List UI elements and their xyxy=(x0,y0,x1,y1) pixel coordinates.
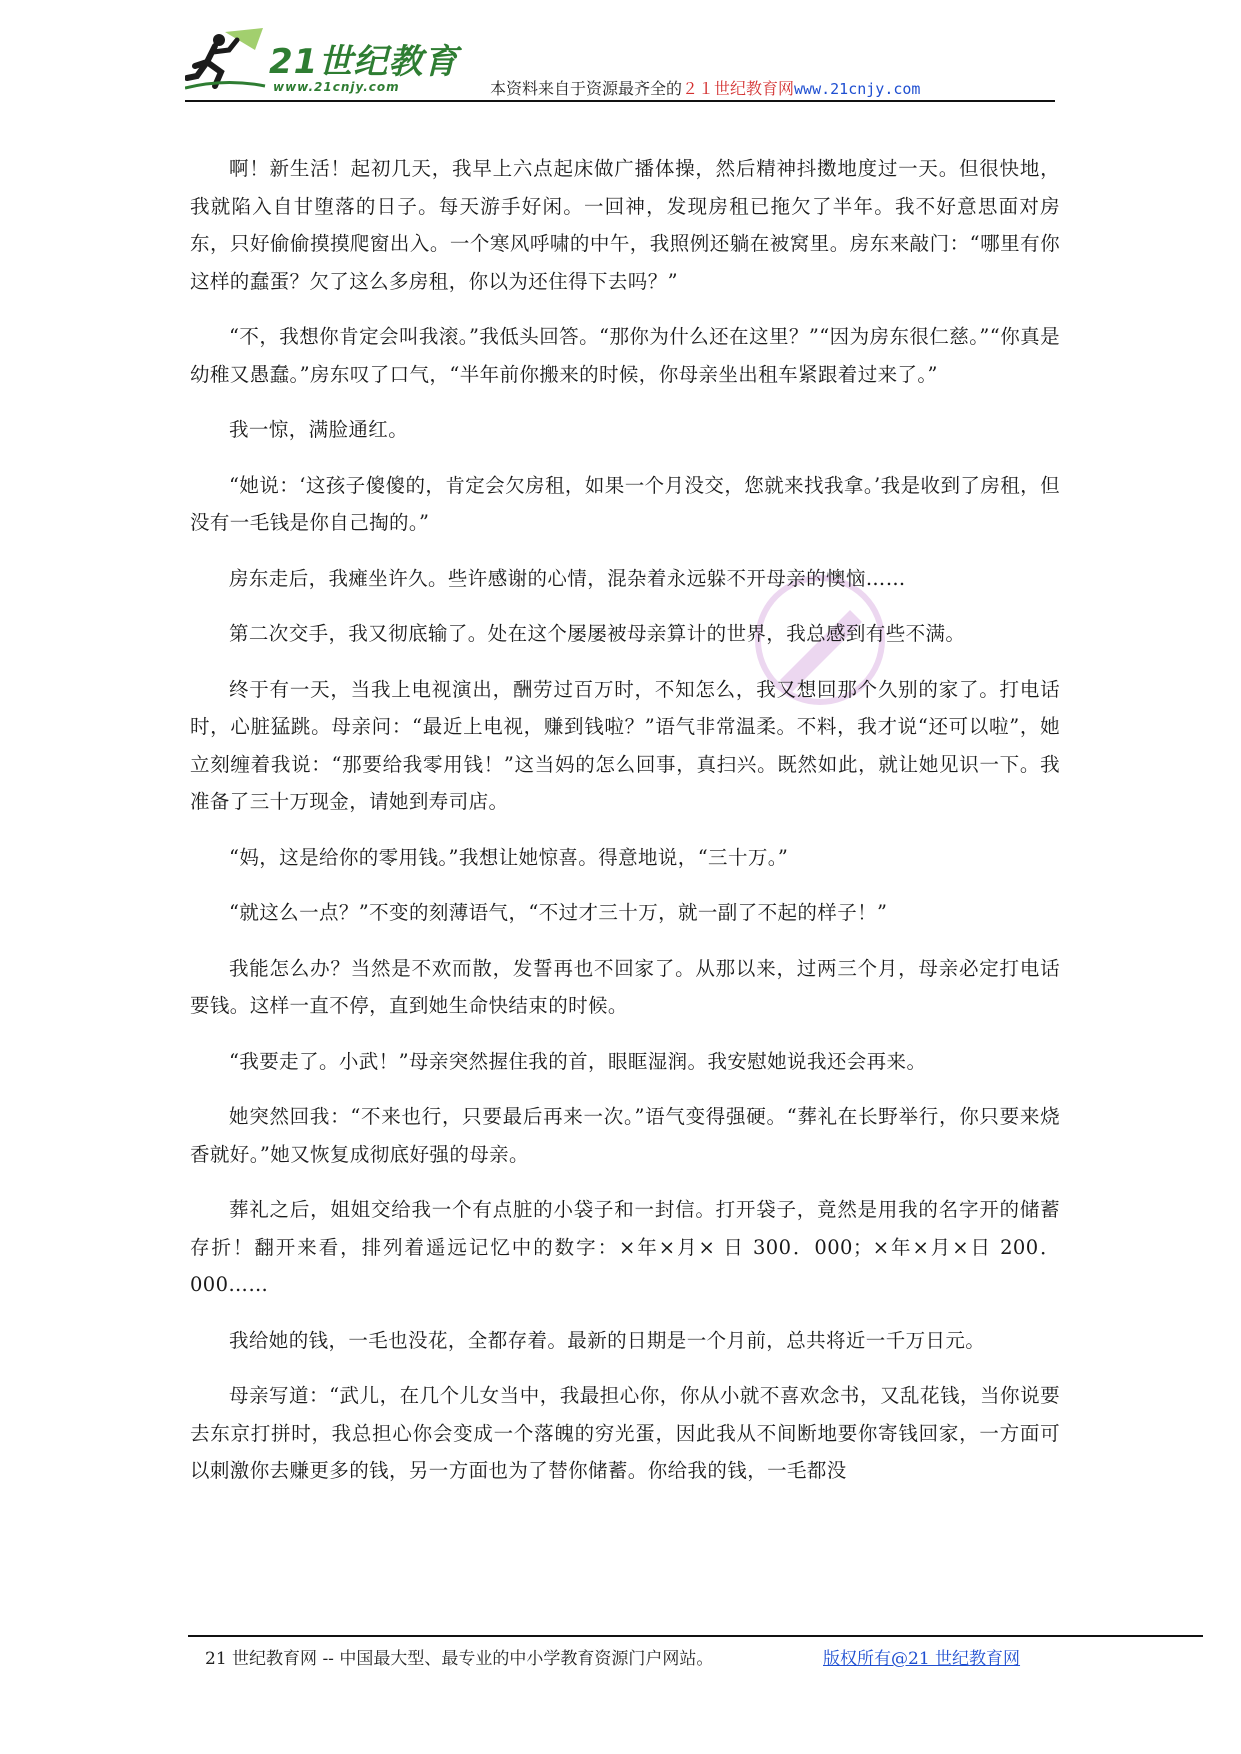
header-site-name[interactable]: ２１世纪教育网 xyxy=(682,79,795,98)
page-header xyxy=(185,28,1055,104)
logo-url: www.21cnjy.com xyxy=(273,80,400,94)
site-logo[interactable] xyxy=(185,28,465,100)
footer-divider xyxy=(188,1635,1203,1637)
paragraph: 终于有一天，当我上电视演出，酬劳过百万时，不知怎么，我又想回那个久别的家了。打电话时，心脏猛跳。母亲问：“最近上电视，赚到钱啦？”语气非常温柔。不料，我才说“还可以啦”，她立刻缠着我说：“那要给我零用钱！”这当妈的怎么回事，真扫兴。既然如此，就让她见识一下。我准备了三十万现金，请她到寿司店。 xyxy=(190,677,1060,813)
paragraph: 房东走后，我瘫坐许久。些许感谢的心情，混杂着永远躲不开母亲的懊恼…… xyxy=(229,566,906,590)
paragraph: 母亲写道：“武儿，在几个儿女当中，我最担心你，你从小就不喜欢念书，又乱花钱，当你说要去东京打拼时，我总担心你会变成一个落魄的穷光蛋，因此我从不间断地要你寄钱回家，一方面可以刺激你去赚更多的钱，另一方面也为了替你储蓄。你给我的钱，一毛都没 xyxy=(190,1384,1060,1482)
paragraph: “不，我想你肯定会叫我滚。”我低头回答。“那你为什么还在这里？”“因为房东很仁慈。”“你真是幼稚又愚蠢。”房东叹了口气，“半年前你搬来的时候，你母亲坐出租车紧跟着过来了。” xyxy=(190,325,1060,386)
paragraph: 我给她的钱，一毛也没花，全都存着。最新的日期是一个月前，总共将近一千万日元。 xyxy=(229,1328,986,1352)
footer-text: 21 世纪教育网 -- 中国最大型、最专业的中小学教育资源门户网站。 xyxy=(205,1649,714,1669)
paragraph: “我要走了。小武！”母亲突然握住我的首，眼眶湿润。我安慰她说我还会再来。 xyxy=(229,1049,927,1073)
footer-copyright-link[interactable]: 版权所有@21 世纪教育网 xyxy=(823,1649,1021,1669)
header-note-prefix: 本资料来自于资源最齐全的 xyxy=(490,79,683,98)
paragraph: 第二次交手，我又彻底输了。处在这个屡屡被母亲算计的世界，我总感到有些不满。 xyxy=(229,622,966,645)
paragraph: “妈，这是给你的零用钱。”我想让她惊喜。得意地说，“三十万。” xyxy=(229,845,789,869)
paragraph: 啊！新生活！起初几天，我早上六点起床做广播体操，然后精神抖擞地度过一天。但很快地，我就陷入自甘堕落的日子。每天游手好闲。一回神，发现房租已拖欠了半年。我不好意思面对房东，只好偷偷摸摸爬窗出入。一个寒风呼啸的中午，我照例还躺在被窝里。房东来敲门：“哪里有你这样的蠢蛋？欠了这么多房租，你以为还住得下去吗？” xyxy=(190,157,1060,293)
paragraph: “就这么一点？”不变的刻薄语气，“不过才三十万，就一副了不起的样子！” xyxy=(229,901,888,924)
logo-title: 21世纪教育 xyxy=(269,42,459,82)
header-divider xyxy=(185,100,1055,102)
paragraph: 我能怎么办？当然是不欢而散，发誓再也不回家了。从那以来，过两三个月，母亲必定打电话要钱。这样一直不停，直到她生命快结束的时候。 xyxy=(190,956,1060,1017)
article-body xyxy=(190,150,1060,1508)
paragraph: 她突然回我：“不来也行，只要最后再来一次。”语气变得强硬。“葬礼在长野举行，你只要来烧香就好。”她又恢复成彻底好强的母亲。 xyxy=(190,1105,1060,1166)
header-site-url[interactable]: www.21cnjy.com xyxy=(794,80,921,98)
paragraph: 我一惊，满脸通红。 xyxy=(229,418,409,441)
header-source-note xyxy=(490,76,920,99)
running-figure-icon xyxy=(185,28,269,92)
paragraph: 葬礼之后，姐姐交给我一个有点脏的小袋子和一封信。打开袋子，竟然是用我的名字开的储蓄存折！翻开来看，排列着遥远记忆中的数字：×年×月× 日 300．000；×年×月×日 200．000…… xyxy=(190,1198,1060,1296)
paragraph: “她说：‘这孩子傻傻的，肯定会欠房租，如果一个月没交，您就来找我拿。’我是收到了房租，但没有一毛钱是你自己掏的。” xyxy=(190,473,1060,534)
